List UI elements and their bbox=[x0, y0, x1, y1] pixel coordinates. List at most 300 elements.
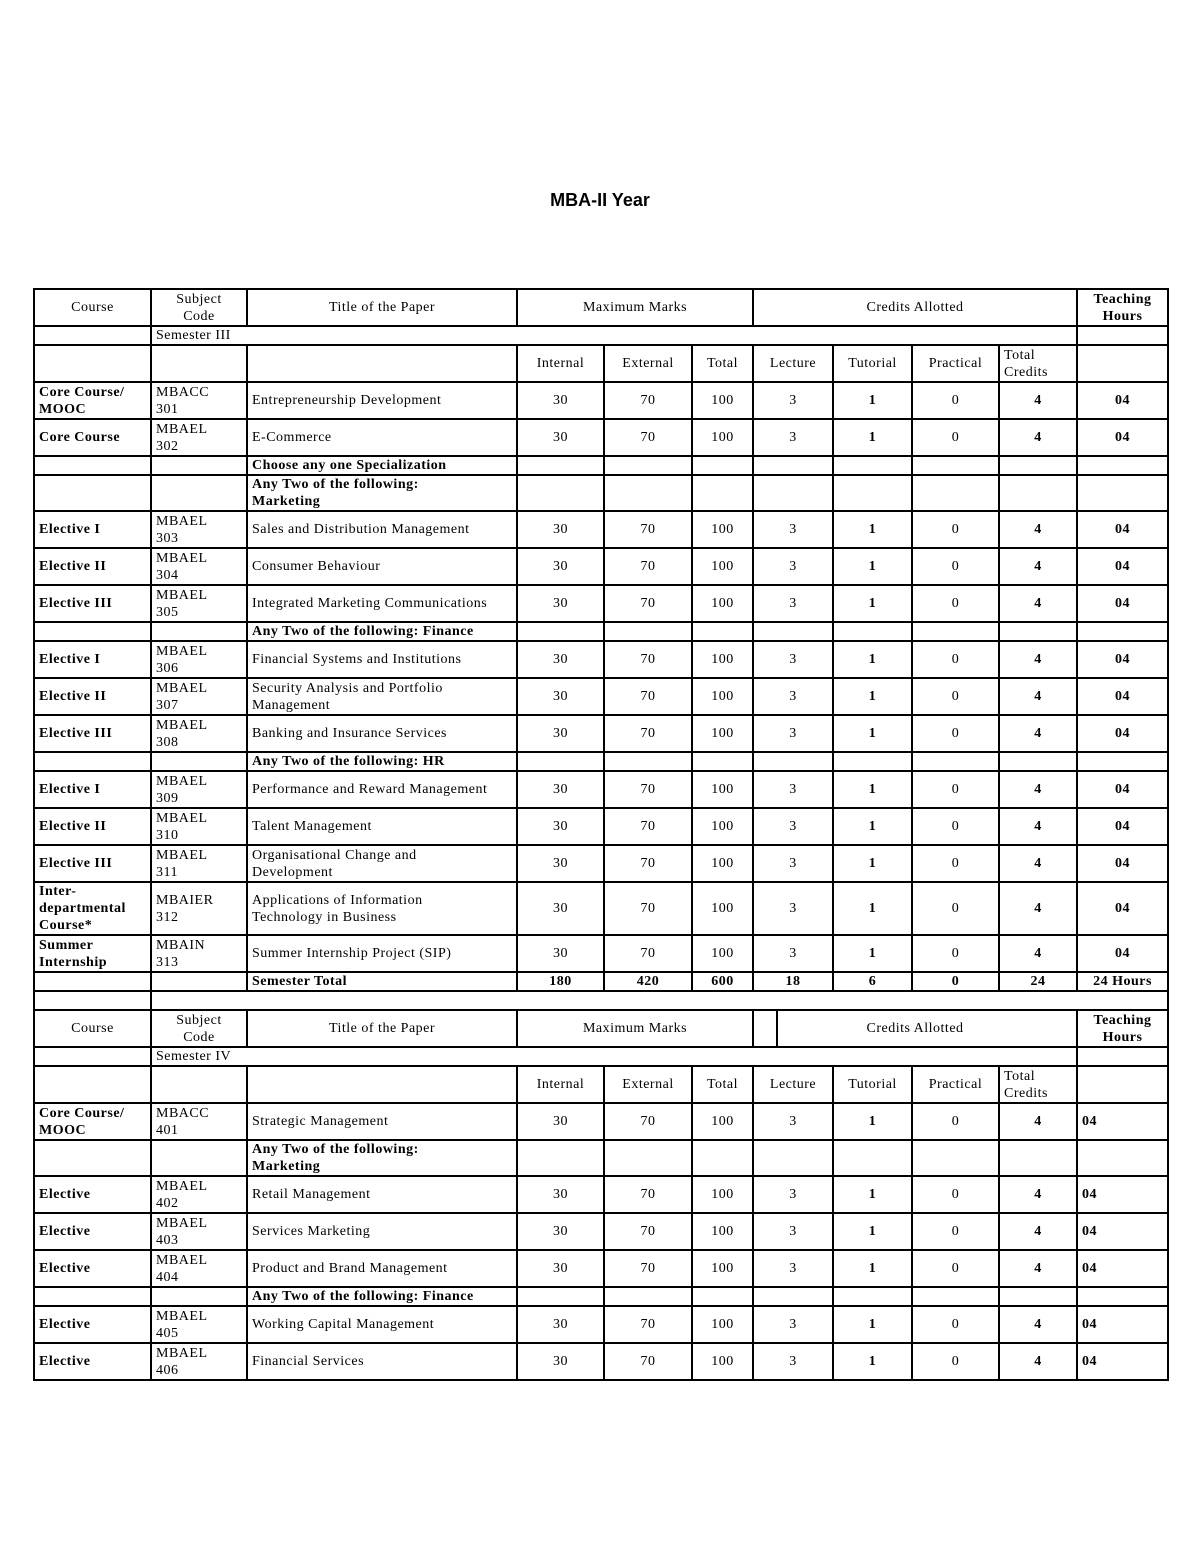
empty-cell bbox=[999, 456, 1077, 475]
paper-title-cell-text: Applications of Information Technology in Business bbox=[252, 892, 423, 925]
header-course-text: Course bbox=[71, 300, 114, 315]
internal-marks-cell-text: 30 bbox=[553, 726, 568, 741]
lecture-credits-cell bbox=[753, 771, 833, 808]
total-credits-cell bbox=[999, 935, 1077, 972]
lecture-credits-cell bbox=[753, 845, 833, 882]
total-credits-cell-text: 4 bbox=[1034, 652, 1042, 667]
course-type-cell bbox=[34, 771, 151, 808]
practical-credits-cell-text: 0 bbox=[951, 946, 960, 961]
subject-code-cell-text: MBAEL 305 bbox=[156, 587, 207, 620]
practical-credits-cell-text: 0 bbox=[951, 1317, 960, 1332]
internal-marks-cell-text: 30 bbox=[553, 1224, 568, 1239]
empty-cell bbox=[1077, 326, 1168, 345]
subheader-total-credits-text: Total Credits bbox=[1004, 347, 1048, 380]
subheader-external-marks-text: External bbox=[622, 356, 674, 371]
external-marks-cell-text: 70 bbox=[640, 1187, 656, 1202]
empty-cell bbox=[1077, 1066, 1168, 1103]
specialization-heading-row bbox=[34, 1140, 1168, 1176]
lecture-credits-cell-text: 3 bbox=[789, 393, 797, 408]
header-maximum-marks-text: Maximum Marks bbox=[582, 1021, 688, 1036]
practical-credits-cell bbox=[912, 1176, 999, 1213]
empty-cell bbox=[34, 456, 151, 475]
lecture-credits-cell-text: 3 bbox=[789, 689, 797, 704]
course-row bbox=[34, 935, 1168, 972]
header-title bbox=[247, 1010, 517, 1047]
subject-code-cell-text: MBAEL 402 bbox=[156, 1178, 207, 1211]
empty-cell bbox=[34, 991, 151, 1010]
external-marks-cell bbox=[604, 715, 692, 752]
subheader-total-credits bbox=[999, 345, 1077, 382]
total-credits-cell bbox=[999, 419, 1077, 456]
subject-code-cell bbox=[151, 808, 247, 845]
header-maximum-marks-text: Maximum Marks bbox=[582, 300, 688, 315]
external-marks-cell-text: 70 bbox=[640, 430, 656, 445]
tutorial-credits-cell bbox=[833, 715, 912, 752]
subject-code-cell-text: MBAEL 311 bbox=[156, 847, 207, 880]
total-marks-cell-text: 100 bbox=[711, 1224, 734, 1239]
empty-cell bbox=[247, 1066, 517, 1103]
total-marks-cell-text: 100 bbox=[711, 596, 734, 611]
internal-marks-cell-text: 30 bbox=[553, 946, 568, 961]
subject-code-cell-text: MBAEL 309 bbox=[156, 773, 207, 806]
subject-code-cell-text: MBAEL 404 bbox=[156, 1252, 207, 1285]
empty-cell bbox=[34, 1287, 151, 1306]
external-marks-cell bbox=[604, 1176, 692, 1213]
course-type-cell-text: Elective II bbox=[39, 689, 107, 704]
teaching-hours-cell bbox=[1077, 1250, 1168, 1287]
total-marks-cell bbox=[692, 935, 753, 972]
semester-label-row bbox=[34, 1047, 1168, 1066]
subject-code-cell-text: MBAEL 307 bbox=[156, 680, 207, 713]
total-marks-cell bbox=[692, 585, 753, 622]
teaching-hours-cell bbox=[1077, 382, 1168, 419]
empty-cell bbox=[999, 752, 1077, 771]
table-header-row bbox=[34, 1010, 1168, 1047]
subject-code-cell-text: MBAEL 303 bbox=[156, 513, 207, 546]
internal-marks-cell bbox=[517, 511, 604, 548]
specialization-heading-row bbox=[34, 1287, 1168, 1306]
course-row bbox=[34, 771, 1168, 808]
empty-cell bbox=[999, 1140, 1077, 1176]
teaching-hours-cell-text: 04 bbox=[1115, 726, 1131, 741]
tutorial-credits-cell bbox=[833, 1306, 912, 1343]
external-marks-cell bbox=[604, 678, 692, 715]
course-type-cell bbox=[34, 382, 151, 419]
subject-code-cell bbox=[151, 548, 247, 585]
total-marks-cell-text: 100 bbox=[711, 819, 734, 834]
subject-code-cell bbox=[151, 678, 247, 715]
header-course bbox=[34, 1010, 151, 1047]
teaching-hours-cell bbox=[1077, 845, 1168, 882]
teaching-hours-cell bbox=[1077, 882, 1168, 935]
course-type-cell bbox=[34, 511, 151, 548]
specialization-heading-text: Any Two of the following: Marketing bbox=[252, 1142, 419, 1174]
internal-marks-cell bbox=[517, 1213, 604, 1250]
empty-cell bbox=[692, 752, 753, 771]
course-type-cell bbox=[34, 845, 151, 882]
tutorial-credits-cell bbox=[833, 935, 912, 972]
course-table-body bbox=[34, 289, 1168, 1380]
internal-marks-cell bbox=[517, 548, 604, 585]
course-row bbox=[34, 882, 1168, 935]
course-type-cell-text: Elective III bbox=[39, 596, 113, 611]
lecture-credits-cell-text: 3 bbox=[789, 1261, 797, 1276]
course-type-cell-text: Elective III bbox=[39, 726, 113, 741]
subheader-external-marks bbox=[604, 1066, 692, 1103]
subheader-total-credits bbox=[999, 1066, 1077, 1103]
empty-cell bbox=[604, 622, 692, 641]
practical-credits-cell bbox=[912, 882, 999, 935]
total-marks-cell bbox=[692, 1343, 753, 1380]
tutorial-credits-cell-text: 1 bbox=[868, 1114, 877, 1129]
subject-code-cell bbox=[151, 419, 247, 456]
total-marks-cell bbox=[692, 511, 753, 548]
internal-marks-cell-text: 30 bbox=[553, 393, 568, 408]
empty-cell bbox=[151, 972, 247, 991]
total-marks-cell bbox=[692, 382, 753, 419]
total-credits-cell-text: 4 bbox=[1034, 1261, 1042, 1276]
total-credits-cell bbox=[999, 585, 1077, 622]
subject-code-cell-text: MBAIN 313 bbox=[156, 937, 206, 970]
empty-cell bbox=[692, 1287, 753, 1306]
course-row bbox=[34, 678, 1168, 715]
internal-marks-cell bbox=[517, 678, 604, 715]
teaching-hours-cell bbox=[1077, 771, 1168, 808]
paper-title-cell bbox=[247, 845, 517, 882]
total-tutorial-credits-cell bbox=[833, 972, 912, 991]
practical-credits-cell-text: 0 bbox=[951, 1261, 960, 1276]
tutorial-credits-cell bbox=[833, 845, 912, 882]
external-marks-cell-text: 70 bbox=[640, 819, 656, 834]
course-row bbox=[34, 641, 1168, 678]
teaching-hours-cell-text: 04 bbox=[1115, 393, 1131, 408]
course-type-cell bbox=[34, 641, 151, 678]
course-type-cell bbox=[34, 419, 151, 456]
lecture-credits-cell-text: 3 bbox=[789, 819, 797, 834]
practical-credits-cell-text: 0 bbox=[951, 1187, 960, 1202]
subject-code-cell bbox=[151, 1103, 247, 1140]
empty-cell bbox=[604, 1140, 692, 1176]
paper-title-cell bbox=[247, 1213, 517, 1250]
empty-cell bbox=[517, 475, 604, 511]
header-subject-code-text: Subject Code bbox=[176, 291, 222, 324]
practical-credits-cell-text: 0 bbox=[951, 689, 960, 704]
internal-marks-cell bbox=[517, 1176, 604, 1213]
empty-cell bbox=[604, 456, 692, 475]
empty-cell bbox=[517, 622, 604, 641]
tutorial-credits-cell-text: 1 bbox=[868, 393, 877, 408]
header-subject-code-text: Subject Code bbox=[176, 1012, 222, 1045]
total-credits-cell-text: 4 bbox=[1034, 1317, 1042, 1332]
paper-title-cell-text: Services Marketing bbox=[252, 1224, 371, 1239]
semester-total-row bbox=[34, 972, 1168, 991]
semester-label bbox=[151, 326, 1077, 345]
lecture-credits-cell-text: 3 bbox=[789, 946, 797, 961]
lecture-credits-cell bbox=[753, 1343, 833, 1380]
total-credits-cell-text: 4 bbox=[1034, 430, 1042, 445]
total-marks-cell bbox=[692, 1306, 753, 1343]
practical-credits-cell-text: 0 bbox=[951, 430, 960, 445]
total-credits-cell-text: 4 bbox=[1034, 726, 1042, 741]
total-credits-cell bbox=[999, 1250, 1077, 1287]
tutorial-credits-cell bbox=[833, 1250, 912, 1287]
total-credits-cell bbox=[999, 715, 1077, 752]
practical-credits-cell bbox=[912, 715, 999, 752]
course-type-cell-text: Summer Internship bbox=[39, 937, 108, 970]
empty-cell bbox=[604, 752, 692, 771]
subject-code-cell bbox=[151, 771, 247, 808]
external-marks-cell-text: 70 bbox=[640, 689, 656, 704]
total-marks-cell-text: 100 bbox=[711, 1354, 734, 1369]
internal-marks-cell bbox=[517, 771, 604, 808]
tutorial-credits-cell-text: 1 bbox=[868, 726, 877, 741]
specialization-heading-text: Any Two of the following: Finance bbox=[252, 1289, 474, 1304]
total-marks-cell-text: 100 bbox=[711, 726, 734, 741]
course-type-cell-text: Elective bbox=[39, 1261, 91, 1276]
lecture-credits-cell-text: 3 bbox=[789, 782, 797, 797]
total-marks-cell bbox=[692, 548, 753, 585]
course-type-cell-text: Elective I bbox=[39, 522, 101, 537]
paper-title-cell-text: Working Capital Management bbox=[252, 1317, 435, 1332]
lecture-credits-cell-text: 3 bbox=[789, 856, 797, 871]
paper-title-cell-text: Banking and Insurance Services bbox=[252, 726, 447, 741]
teaching-hours-cell-text: 04 bbox=[1115, 782, 1131, 797]
internal-marks-cell-text: 30 bbox=[553, 1114, 568, 1129]
total-marks-cell-text: 100 bbox=[711, 1114, 734, 1129]
subheader-total-credits-text: Total Credits bbox=[1004, 1068, 1048, 1101]
external-marks-cell-text: 70 bbox=[640, 1354, 656, 1369]
empty-cell bbox=[912, 456, 999, 475]
external-marks-cell-text: 70 bbox=[640, 559, 656, 574]
specialization-heading-row bbox=[34, 456, 1168, 475]
internal-marks-cell-text: 30 bbox=[553, 596, 568, 611]
total-marks-cell-text: 100 bbox=[711, 1261, 734, 1276]
empty-cell bbox=[833, 752, 912, 771]
subheader-internal-marks-text: Internal bbox=[536, 356, 585, 371]
total-total-credits-cell-text: 24 bbox=[1030, 974, 1046, 989]
teaching-hours-cell bbox=[1077, 715, 1168, 752]
practical-credits-cell-text: 0 bbox=[951, 1224, 960, 1239]
lecture-credits-cell bbox=[753, 1213, 833, 1250]
total-credits-cell bbox=[999, 1306, 1077, 1343]
internal-marks-cell bbox=[517, 419, 604, 456]
empty-cell bbox=[151, 991, 1168, 1010]
subheader-practical-credits bbox=[912, 345, 999, 382]
empty-cell bbox=[833, 1287, 912, 1306]
header-credits-allotted-text: Credits Allotted bbox=[866, 300, 964, 315]
total-marks-cell-text: 100 bbox=[711, 393, 734, 408]
practical-credits-cell bbox=[912, 678, 999, 715]
practical-credits-cell-text: 0 bbox=[951, 559, 960, 574]
total-credits-cell bbox=[999, 511, 1077, 548]
teaching-hours-cell bbox=[1077, 1213, 1168, 1250]
total-marks-cell-text: 100 bbox=[711, 522, 734, 537]
internal-marks-cell-text: 30 bbox=[553, 1354, 568, 1369]
subject-code-cell-text: MBAEL 405 bbox=[156, 1308, 207, 1341]
total-credits-cell bbox=[999, 641, 1077, 678]
internal-marks-cell bbox=[517, 935, 604, 972]
subheader-total-marks bbox=[692, 1066, 753, 1103]
empty-cell bbox=[753, 752, 833, 771]
teaching-hours-cell bbox=[1077, 1103, 1168, 1140]
practical-credits-cell-text: 0 bbox=[951, 1114, 960, 1129]
course-row bbox=[34, 1250, 1168, 1287]
internal-marks-cell bbox=[517, 845, 604, 882]
lecture-credits-cell-text: 3 bbox=[789, 559, 797, 574]
header-credits-allotted bbox=[753, 1010, 1077, 1047]
tutorial-credits-cell bbox=[833, 511, 912, 548]
lecture-credits-cell bbox=[753, 382, 833, 419]
empty-cell bbox=[151, 752, 247, 771]
tutorial-credits-cell bbox=[833, 548, 912, 585]
teaching-hours-cell-text: 04 bbox=[1115, 819, 1131, 834]
specialization-heading-text: Any Two of the following: Marketing bbox=[252, 477, 419, 509]
empty-cell bbox=[912, 1140, 999, 1176]
total-credits-cell-text: 4 bbox=[1034, 819, 1042, 834]
empty-cell bbox=[1077, 1140, 1168, 1176]
empty-cell bbox=[34, 752, 151, 771]
specialization-heading-text: Choose any one Specialization bbox=[252, 458, 447, 473]
total-credits-cell-text: 4 bbox=[1034, 689, 1042, 704]
subheader-lecture-credits bbox=[753, 345, 833, 382]
subject-code-cell bbox=[151, 641, 247, 678]
specialization-heading bbox=[247, 1140, 517, 1176]
total-marks-cell bbox=[692, 771, 753, 808]
specialization-heading bbox=[247, 1287, 517, 1306]
teaching-hours-cell bbox=[1077, 935, 1168, 972]
tutorial-credits-cell-text: 1 bbox=[868, 430, 877, 445]
internal-marks-cell bbox=[517, 1250, 604, 1287]
practical-credits-cell bbox=[912, 845, 999, 882]
total-practical-credits-cell bbox=[912, 972, 999, 991]
total-teaching-hours-cell bbox=[1077, 972, 1168, 991]
total-marks-cell bbox=[692, 641, 753, 678]
empty-cell bbox=[604, 1287, 692, 1306]
paper-title-cell bbox=[247, 585, 517, 622]
internal-marks-cell bbox=[517, 882, 604, 935]
total-total-marks-cell bbox=[692, 972, 753, 991]
course-type-cell-text: Elective II bbox=[39, 559, 107, 574]
empty-cell bbox=[517, 1287, 604, 1306]
empty-cell bbox=[34, 345, 151, 382]
tutorial-credits-cell bbox=[833, 641, 912, 678]
lecture-credits-cell-text: 3 bbox=[789, 652, 797, 667]
lecture-credits-cell-text: 3 bbox=[789, 1354, 797, 1369]
paper-title-cell-text: Financial Services bbox=[252, 1354, 365, 1369]
empty-cell bbox=[999, 475, 1077, 511]
empty-cell bbox=[753, 1140, 833, 1176]
total-total-credits-cell bbox=[999, 972, 1077, 991]
empty-cell bbox=[753, 475, 833, 511]
course-type-cell bbox=[34, 935, 151, 972]
internal-marks-cell-text: 30 bbox=[553, 856, 568, 871]
empty-cell bbox=[999, 1287, 1077, 1306]
tutorial-credits-cell bbox=[833, 585, 912, 622]
course-type-cell-text: Inter-departmental Course* bbox=[39, 884, 126, 933]
course-type-cell bbox=[34, 808, 151, 845]
teaching-hours-cell-text: 04 bbox=[1115, 652, 1131, 667]
empty-cell bbox=[151, 622, 247, 641]
header-credits-allotted bbox=[753, 289, 1077, 326]
empty-cell bbox=[151, 475, 247, 511]
specialization-heading bbox=[247, 752, 517, 771]
practical-credits-cell-text: 0 bbox=[951, 782, 960, 797]
subheader-lecture-credits-text: Lecture bbox=[769, 1077, 817, 1092]
course-type-cell-text: Core Course/ MOOC bbox=[39, 1105, 125, 1138]
total-marks-cell-text: 100 bbox=[711, 901, 734, 916]
total-credits-cell bbox=[999, 548, 1077, 585]
paper-title-cell-text: Sales and Distribution Management bbox=[252, 522, 470, 537]
course-row bbox=[34, 382, 1168, 419]
teaching-hours-cell bbox=[1077, 1306, 1168, 1343]
paper-title-cell-text: Entrepreneurship Development bbox=[252, 393, 442, 408]
external-marks-cell-text: 70 bbox=[640, 726, 656, 741]
total-credits-cell bbox=[999, 882, 1077, 935]
teaching-hours-cell-text: 04 bbox=[1115, 430, 1131, 445]
paper-title-cell-text: Integrated Marketing Communications bbox=[252, 596, 488, 611]
internal-marks-cell bbox=[517, 585, 604, 622]
internal-marks-cell-text: 30 bbox=[553, 1261, 568, 1276]
tutorial-credits-cell-text: 1 bbox=[868, 689, 877, 704]
course-type-cell-text: Elective bbox=[39, 1354, 91, 1369]
lecture-credits-cell-text: 3 bbox=[789, 522, 797, 537]
empty-cell bbox=[692, 1140, 753, 1176]
teaching-hours-cell-text: 04 bbox=[1115, 856, 1131, 871]
empty-cell bbox=[833, 475, 912, 511]
total-credits-cell bbox=[999, 382, 1077, 419]
tutorial-credits-cell-text: 1 bbox=[868, 652, 877, 667]
total-credits-cell-text: 4 bbox=[1034, 946, 1042, 961]
subject-code-cell-text: MBAEL 310 bbox=[156, 810, 207, 843]
internal-marks-cell bbox=[517, 715, 604, 752]
subject-code-cell bbox=[151, 382, 247, 419]
lecture-credits-cell bbox=[753, 882, 833, 935]
course-type-cell-text: Elective bbox=[39, 1317, 91, 1332]
semester-total-label bbox=[247, 972, 517, 991]
course-type-cell-text: Elective III bbox=[39, 856, 113, 871]
total-lecture-credits-cell bbox=[753, 972, 833, 991]
external-marks-cell-text: 70 bbox=[640, 393, 656, 408]
lecture-credits-cell bbox=[753, 678, 833, 715]
subheader-total-marks-text: Total bbox=[706, 1077, 739, 1092]
subject-code-cell bbox=[151, 1213, 247, 1250]
paper-title-cell-text: Summer Internship Project (SIP) bbox=[252, 946, 452, 961]
teaching-hours-cell bbox=[1077, 585, 1168, 622]
lecture-credits-cell-text: 3 bbox=[789, 1317, 797, 1332]
lecture-credits-cell bbox=[753, 548, 833, 585]
paper-title-cell bbox=[247, 1306, 517, 1343]
practical-credits-cell bbox=[912, 1343, 999, 1380]
page-title: MBA-II Year bbox=[550, 190, 650, 210]
paper-title-cell bbox=[247, 678, 517, 715]
external-marks-cell bbox=[604, 845, 692, 882]
subheader-total-marks-text: Total bbox=[706, 356, 739, 371]
paper-title-cell bbox=[247, 882, 517, 935]
lecture-credits-cell bbox=[753, 1176, 833, 1213]
subject-code-cell-text: MBAEL 306 bbox=[156, 643, 207, 676]
specialization-heading bbox=[247, 475, 517, 511]
total-internal-marks-cell-text: 180 bbox=[549, 974, 572, 989]
subject-code-cell bbox=[151, 511, 247, 548]
tutorial-credits-cell-text: 1 bbox=[868, 522, 877, 537]
subheader-practical-credits-text: Practical bbox=[928, 1077, 983, 1092]
total-marks-cell bbox=[692, 1213, 753, 1250]
empty-cell bbox=[151, 1140, 247, 1176]
total-lecture-credits-cell-text: 18 bbox=[785, 974, 801, 989]
lecture-credits-cell-text: 3 bbox=[789, 596, 797, 611]
external-marks-cell-text: 70 bbox=[640, 946, 656, 961]
lecture-credits-cell bbox=[753, 715, 833, 752]
